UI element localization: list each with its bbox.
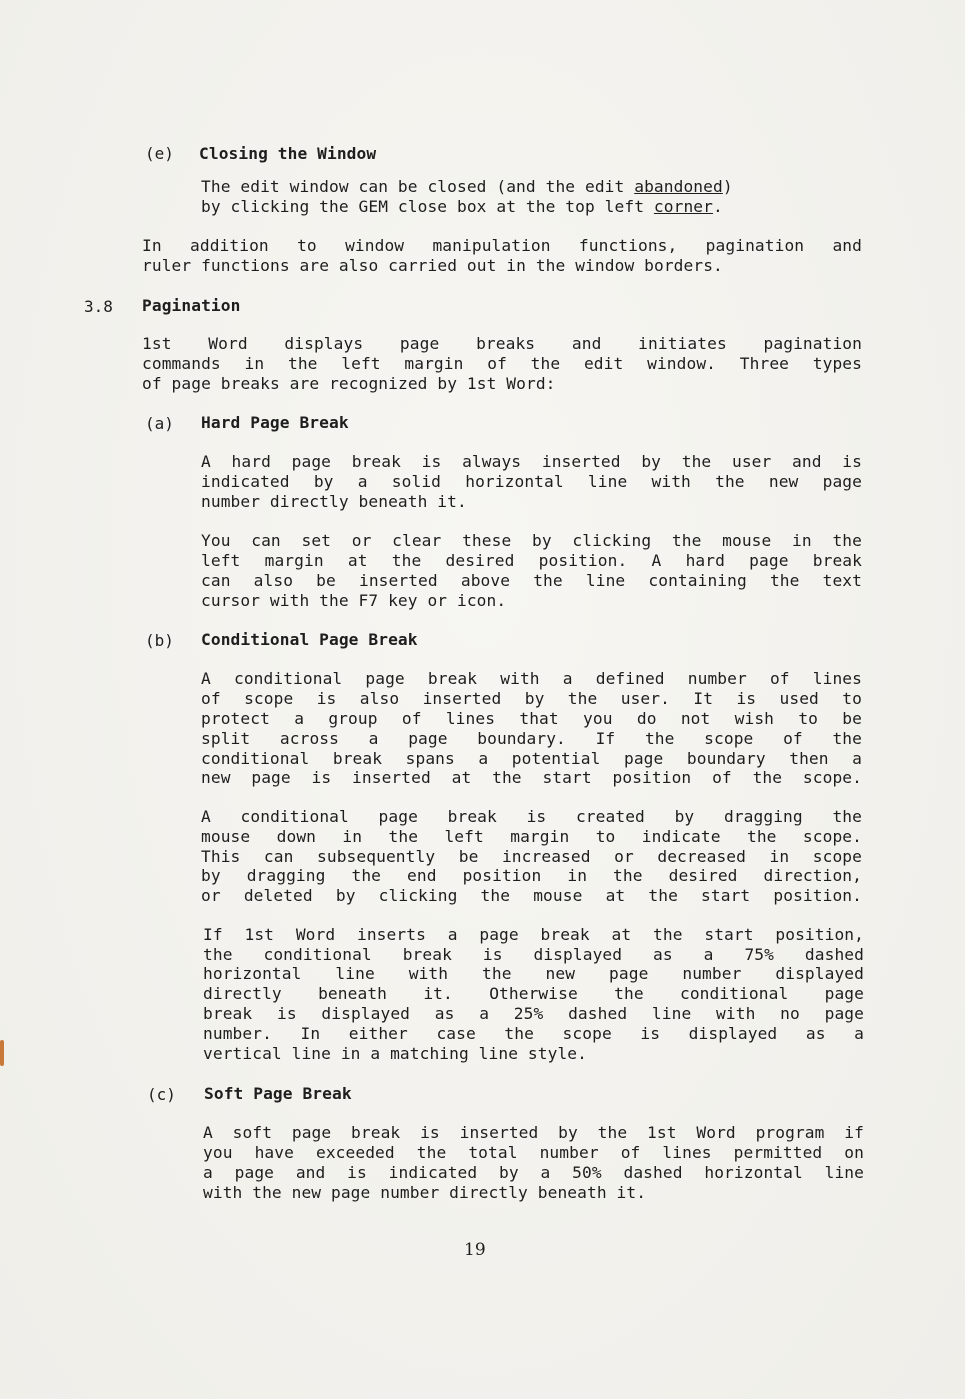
section-c-heading: Soft Page Break bbox=[204, 1084, 352, 1103]
conditional-p3-line-3: horizontal line with the new page number displayed bbox=[203, 964, 864, 983]
section-e-line-1 bbox=[201, 177, 733, 197]
section-b-heading: Conditional Page Break bbox=[201, 630, 418, 649]
conditional-p1-line-4: split across a page boundary. If the scope of the bbox=[201, 729, 862, 748]
section-e-line-2 bbox=[201, 197, 723, 217]
conditional-p2-line-2: mouse down in the left margin to indicate the scope. bbox=[201, 827, 862, 846]
conditional-p3-line-5: break is displayed as a 25% dashed line with no page bbox=[203, 1004, 864, 1023]
section-heading: Pagination bbox=[142, 296, 241, 315]
conditional-p3-line-1: If 1st Word inserts a page break at the start position, bbox=[203, 925, 864, 944]
soft-break-line-2: you have exceeded the total number of lines permitted on bbox=[203, 1143, 864, 1162]
conditional-p1-line-1: A conditional page break with a defined number of lines bbox=[201, 669, 862, 688]
page-number: 19 bbox=[464, 1240, 486, 1260]
conditional-p3-line-7: vertical line in a matching line style. bbox=[203, 1044, 587, 1063]
conditional-p2-line-5: or deleted by clicking the mouse at the start position. bbox=[201, 886, 862, 905]
conditional-p1-line-5: conditional break spans a potential page boundary then a bbox=[201, 749, 862, 768]
paper-edge-mark bbox=[0, 1040, 4, 1066]
hard-break-line-1: A hard page break is always inserted by the user and is bbox=[201, 452, 862, 471]
soft-break-line-3: a page and is indicated by a 50% dashed horizontal line bbox=[203, 1163, 864, 1182]
hard-break-p2-line-2: left margin at the desired position. A hard page break bbox=[201, 551, 862, 570]
pagination-line-2: commands in the left margin of the edit window. Three types bbox=[142, 354, 862, 373]
text-run: . bbox=[712, 197, 723, 216]
hard-break-p2-line-4: cursor with the F7 key or icon. bbox=[201, 591, 507, 610]
conditional-p1-line-2: of scope is also inserted by the user. It is used to bbox=[201, 689, 862, 708]
section-a-heading: Hard Page Break bbox=[201, 413, 349, 432]
section-e-heading: Closing the Window bbox=[199, 144, 377, 163]
section-a-label: (a) bbox=[145, 414, 174, 433]
section-number: 3.8 bbox=[84, 297, 113, 316]
conditional-p2-line-4: by dragging the end position in the desired direction, bbox=[201, 866, 862, 885]
conditional-p3-line-2: the conditional break is displayed as a 75% dashed bbox=[203, 945, 864, 964]
conditional-p3-line-6: number. In either case the scope is displayed as a bbox=[203, 1024, 864, 1043]
underlined-word: abandoned bbox=[634, 177, 723, 196]
conditional-p2-line-3: This can subsequently be increased or decreased in scope bbox=[201, 847, 862, 866]
underlined-word: corner bbox=[653, 197, 713, 216]
soft-break-line-4: with the new page number directly beneath it. bbox=[203, 1183, 647, 1202]
pagination-line-3: of page breaks are recognized by 1st Word: bbox=[142, 374, 556, 393]
conditional-p3-line-4: directly beneath it. Otherwise the conditional page bbox=[203, 984, 864, 1003]
intro-line-2: ruler functions are also carried out in the window borders. bbox=[142, 256, 723, 275]
hard-break-line-2: indicated by a solid horizontal line with the new page bbox=[201, 472, 862, 491]
conditional-p2-line-1: A conditional page break is created by dragging the bbox=[201, 807, 862, 826]
text-run: ) bbox=[722, 177, 733, 196]
conditional-p1-line-6: new page is inserted at the start position of the scope. bbox=[201, 768, 862, 787]
conditional-p1-line-3: protect a group of lines that you do not wish to be bbox=[201, 709, 862, 728]
intro-line-1: In addition to window manipulation functions, pagination and bbox=[142, 236, 862, 255]
section-b-label: (b) bbox=[145, 631, 174, 650]
hard-break-p2-line-3: can also be inserted above the line containing the text bbox=[201, 571, 862, 590]
pagination-line-1: 1st Word displays page breaks and initiates pagination bbox=[142, 334, 862, 353]
text-run: The edit window can be closed (and the edit bbox=[201, 177, 635, 196]
text-run: by clicking the GEM close box at the top left bbox=[201, 197, 654, 216]
section-c-label: (c) bbox=[147, 1085, 176, 1104]
hard-break-line-3: number directly beneath it. bbox=[201, 492, 467, 511]
section-e-label: (e) bbox=[145, 144, 174, 163]
hard-break-p2-line-1: You can set or clear these by clicking the mouse in the bbox=[201, 531, 862, 550]
soft-break-line-1: A soft page break is inserted by the 1st Word program if bbox=[203, 1123, 864, 1142]
